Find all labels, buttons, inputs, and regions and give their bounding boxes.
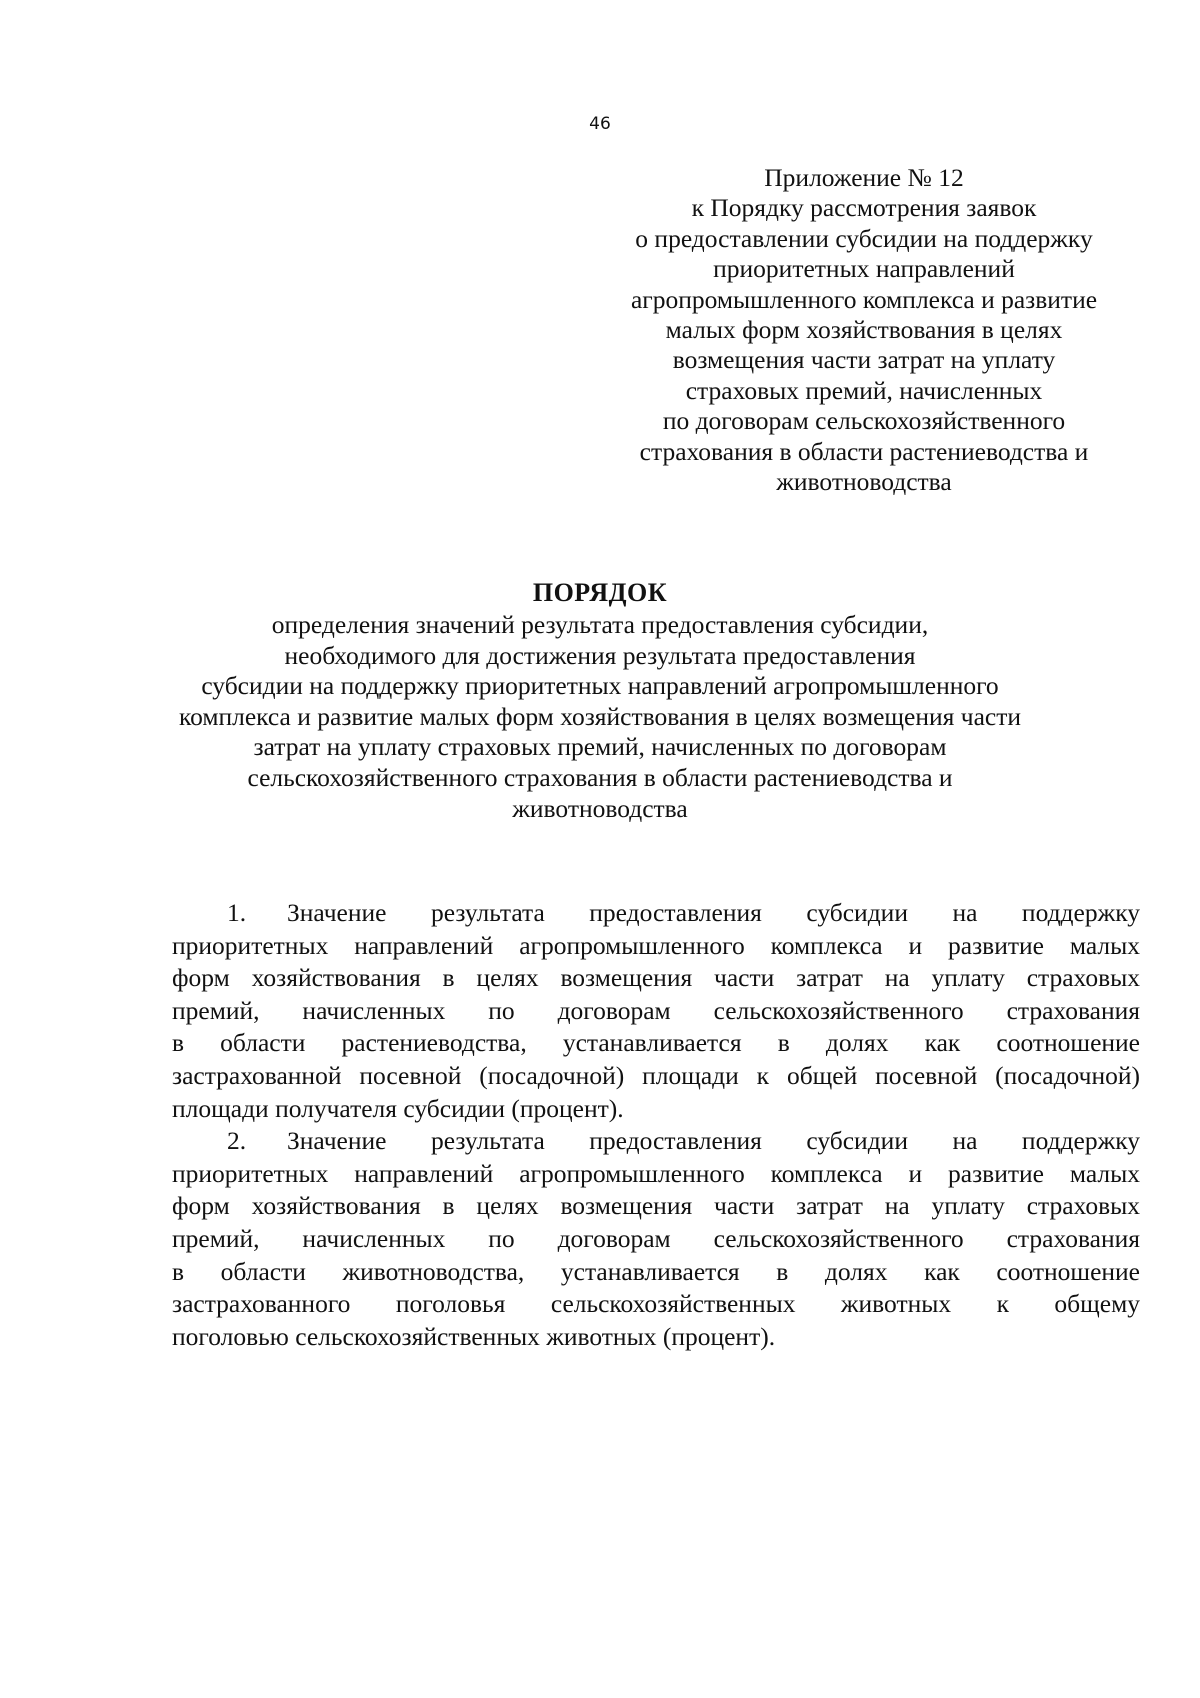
- annex-line: о предоставлении субсидии на поддержку: [635, 223, 1093, 253]
- annex-line: возмещения части затрат на уплату: [672, 345, 1056, 375]
- paragraph-line: площади получателя субсидии (процент).: [172, 1093, 624, 1123]
- annex-line: малых форм хозяйствования в целях: [665, 315, 1063, 345]
- paragraph-2: [172, 1125, 1140, 1353]
- paragraph-line: премий, начисленных по договорам сельскохозяйственного страхования: [172, 995, 1140, 1025]
- paragraph-line: форм хозяйствования в целях возмещения части затрат на уплату страховых: [172, 1191, 1140, 1221]
- paragraph-line: [172, 897, 1140, 930]
- annex-line: животноводства: [776, 467, 952, 497]
- subtitle-line: определения значений результата предоставления субсидии,: [271, 610, 929, 639]
- annex-line: страховых премий, начисленных: [685, 375, 1043, 405]
- paragraph-text: Значение результата предоставления субсидии на поддержку: [287, 1126, 1140, 1156]
- subtitle-line: необходимого для достижения результата предоставления: [284, 640, 916, 670]
- paragraph-line: форм хозяйствования в целях возмещения части затрат на уплату страховых: [172, 963, 1140, 993]
- subtitle-line: субсидии на поддержку приоритетных направлений агропромышленного: [201, 671, 999, 701]
- annex-header: [608, 163, 1120, 497]
- annex-line: приоритетных направлений: [713, 254, 1015, 284]
- annex-line: по договорам сельскохозяйственного: [662, 406, 1066, 436]
- annex-line: агропромышленного комплекса и развитие: [630, 284, 1098, 314]
- paragraph-1: [172, 897, 1140, 1125]
- document-title: ПОРЯДОК: [532, 578, 668, 607]
- page-number: 46: [589, 114, 611, 134]
- paragraph-line: в области растениеводства, устанавливается в долях как соотношение: [172, 1028, 1140, 1058]
- paragraph-number: 1.: [227, 898, 247, 927]
- paragraph-line: в области животноводства, устанавливается в долях как соотношение: [172, 1256, 1140, 1286]
- paragraph-line: застрахованной посевной (посадочной) площади к общей посевной (посадочной): [172, 1060, 1140, 1090]
- paragraph-line: застрахованного поголовья сельскохозяйственных животных к общему: [172, 1289, 1140, 1319]
- annex-line: Приложение № 12: [764, 163, 964, 192]
- subtitle-line: животноводства: [512, 793, 688, 823]
- paragraph-number: 2.: [227, 1126, 247, 1156]
- subtitle-line: комплекса и развитие малых форм хозяйствования в целях возмещения части: [178, 701, 1022, 731]
- annex-line: страхования в области растениеводства и: [639, 436, 1089, 466]
- paragraph-text: Значение результата предоставления субсидии на поддержку: [287, 898, 1140, 927]
- document-subtitle: [150, 610, 1050, 824]
- subtitle-line: сельскохозяйственного страхования в области растениеводства и: [247, 762, 953, 792]
- paragraph-line: премий, начисленных по договорам сельскохозяйственного страхования: [172, 1223, 1140, 1253]
- paragraph-line: приоритетных направлений агропромышленного комплекса и развитие малых: [172, 930, 1140, 960]
- paragraph-line: [172, 1125, 1140, 1158]
- paragraph-line: поголовью сельскохозяйственных животных (процент).: [172, 1321, 776, 1351]
- subtitle-line: затрат на уплату страховых премий, начисленных по договорам: [253, 732, 947, 762]
- document-body: [172, 897, 1140, 1353]
- paragraph-line: приоритетных направлений агропромышленного комплекса и развитие малых: [172, 1158, 1140, 1188]
- annex-line: к Порядку рассмотрения заявок: [691, 193, 1037, 223]
